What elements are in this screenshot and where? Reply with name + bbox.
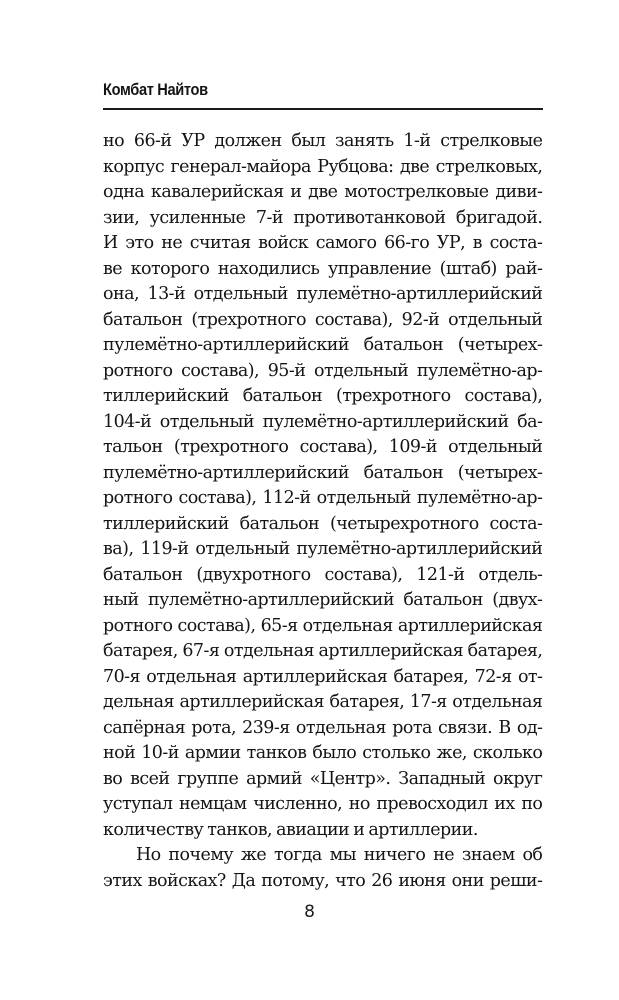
- header-rule: [103, 108, 543, 110]
- text-line: зии, усиленные 7-й противотанковой бригадой.: [103, 206, 543, 228]
- text-line: батарея, 67-я отдельная артиллерийская батарея,: [103, 640, 543, 661]
- text-line: тиллерийский батальон (трехротного состава),: [103, 385, 543, 406]
- text-line: ротного состава), 112-й отдельный пулемётно-ар-: [103, 487, 543, 508]
- text-line: корпус генерал-майора Рубцова: две стрелковых,: [103, 155, 543, 177]
- text-line: батальон (двухротного состава), 121-й отдель-: [103, 563, 543, 585]
- text-line: батальон (трехротного состава), 92-й отдельный: [103, 308, 543, 330]
- paragraph-end-line: количеству танков, авиации и артиллерии.: [103, 818, 478, 840]
- text-line: во всей группе армий «Центр». Западный округ: [103, 767, 543, 789]
- running-head-title: Комбат Найтов: [103, 80, 208, 99]
- text-line: ва), 119-й отдельный пулемётно-артиллерийский: [103, 538, 543, 559]
- text-line: ротного состава), 65-я отдельная артиллерийская: [103, 614, 543, 636]
- text-line: этих войсках? Да потому, что 26 июня они реши-: [103, 869, 543, 891]
- text-line: И это не считая войск самого 66-го УР, в соста-: [103, 232, 543, 253]
- text-line: ве которого находились управление (штаб) рай-: [103, 257, 543, 279]
- text-line: пулемётно-артиллерийский батальон (четырех-: [103, 334, 543, 355]
- text-line: пулемётно-артиллерийский батальон (четырех-: [103, 461, 543, 483]
- text-line: сапёрная рота, 239-я отдельная рота связи. В од-: [103, 716, 543, 738]
- text-line: ный пулемётно-артиллерийский батальон (двух-: [103, 589, 543, 610]
- text-line: но 66-й УР должен был занять 1-й стрелковые: [103, 130, 543, 151]
- text-line: ной 10-й армии танков было столько же, сколько: [103, 742, 543, 763]
- text-line: дельная артиллерийская батарея, 17-я отдельная: [103, 691, 543, 712]
- text-line: тальон (трехротного состава), 109-й отдельный: [103, 436, 543, 457]
- text-line: 104-й отдельный пулемётно-артиллерийский ба-: [103, 410, 543, 432]
- text-line: 70-я отдельная артиллерийская батарея, 72-я от-: [103, 665, 543, 687]
- paragraph-start-line: Но почему же тогда мы ничего не знаем об: [135, 844, 543, 865]
- text-line: она, 13-й отдельный пулемётно-артиллерийский: [103, 283, 543, 304]
- body-text: [103, 128, 543, 893]
- text-line: одна кавалерийская и две мотострелковые диви-: [103, 181, 543, 202]
- page-number: 8: [304, 902, 315, 922]
- text-line: тиллерийский батальон (четырехротного соста-: [103, 512, 543, 534]
- text-line: уступал немцам численно, но превосходил их по: [103, 793, 543, 814]
- text-line: ротного состава), 95-й отдельный пулемётно-ар-: [103, 359, 543, 381]
